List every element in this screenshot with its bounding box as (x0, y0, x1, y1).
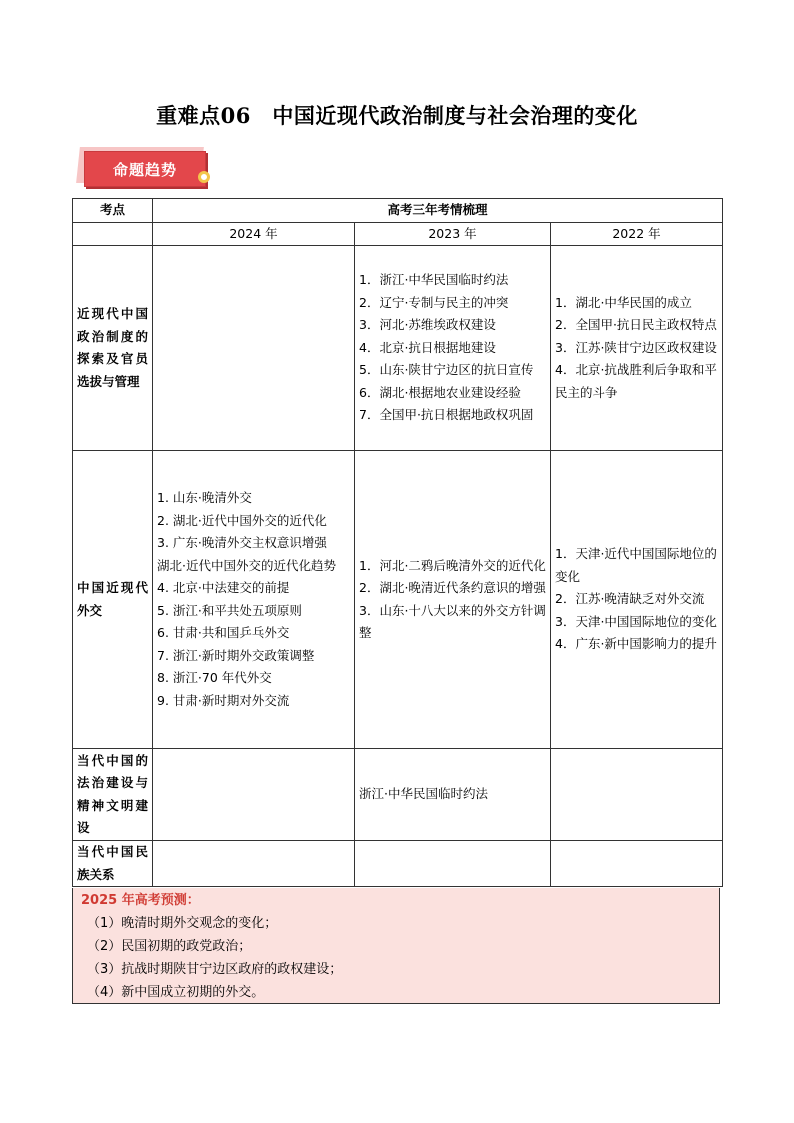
cell-2023 (355, 451, 551, 749)
list-item: 7. 浙江·新时期外交政策调整 (157, 647, 315, 663)
list-item: 3．天津·中国国际地位的变化 (555, 613, 717, 629)
cell-2022 (551, 451, 723, 749)
header-review: 高考三年考情梳理 (153, 199, 723, 223)
list-item: 6．湖北·根据地农业建设经验 (359, 384, 521, 400)
badge-ring-icon (198, 171, 210, 183)
list-item: 2. 湖北·近代中国外交的近代化 (157, 512, 327, 528)
list-item: 3．山东·十八大以来的外交方针调整 (359, 602, 546, 640)
list-item: 1．河北·二鸦后晚清外交的近代化 (359, 557, 546, 573)
list-item: 3. 广东·晚清外交主权意识增强 (157, 535, 327, 550)
prediction-box (72, 888, 720, 1004)
list-item: 2．辽宁·专制与民主的冲突 (359, 294, 509, 310)
list-item: 4．北京·抗战胜利后争取和平民主的斗争 (555, 362, 717, 400)
list-item: 5. 浙江·和平共处五项原则 (157, 602, 302, 618)
list-item: 1．天津·近代中国国际地位的变化 (555, 546, 717, 584)
list-item: 8. 浙江·70 年代外交 (157, 670, 272, 685)
row-point: 当代中国民族关系 (73, 841, 153, 887)
prediction-item: （1）晚清时期外交观念的变化； (87, 916, 278, 931)
list-item: 7．全国甲·抗日根据地政权巩固 (359, 407, 534, 423)
table-header-row (73, 199, 723, 223)
row-point: 中国近现代外交 (73, 451, 153, 749)
prediction-item: （4）新中国成立初期的外交。 (87, 985, 265, 1000)
list-item: 1．浙江·中华民国临时约法 (359, 272, 509, 288)
list-item: 4．广东·新中国影响力的提升 (555, 636, 717, 652)
header-blank (73, 222, 153, 246)
row-point: 近现代中国政治制度的探索及官员选拔与管理 (73, 246, 153, 451)
cell-2024 (153, 749, 355, 841)
badge-label: 命题趋势 (84, 151, 206, 187)
header-year-2023: 2023 年 (355, 222, 551, 246)
prediction-title: 2025 年高考预测： (81, 893, 200, 908)
prediction-item: （3）抗战时期陕甘宁边区政府的政权建设； (87, 962, 343, 977)
page-title: 重难点06 中国近现代政治制度与社会治理的变化 (156, 103, 638, 128)
list-item: 2．全国甲·抗日民主政权特点 (555, 317, 717, 333)
list-item: 6. 甘肃·共和国乒乓外交 (157, 625, 290, 640)
list-item: 1．湖北·中华民国的成立 (555, 294, 692, 310)
table-years-row (73, 222, 723, 246)
cell-2024 (153, 841, 355, 887)
cell-2024 (153, 451, 355, 749)
cell-2024 (153, 246, 355, 451)
header-year-2022: 2022 年 (551, 222, 723, 246)
list-item: 4. 北京·中法建交的前提 (157, 580, 290, 595)
cell-2022 (551, 749, 723, 841)
list-item: 5．山东·陕甘宁边区的抗日宣传 (359, 362, 534, 378)
list-item: 4．北京·抗日根据地建设 (359, 339, 496, 355)
table-row (73, 246, 723, 451)
list-item: 2．江苏·晚清缺乏对外交流 (555, 591, 705, 607)
cell-2022 (551, 841, 723, 887)
prediction-item: （2）民国初期的政党政治； (87, 939, 252, 954)
table-row (73, 451, 723, 749)
header-point: 考点 (73, 199, 153, 223)
list-item: 9. 甘肃·新时期对外交流 (157, 692, 290, 708)
list-item: 湖北·近代中国外交的近代化趋势 (157, 557, 336, 573)
cell-2023 (355, 246, 551, 451)
cell-2023: 浙江·中华民国临时约法 (355, 749, 551, 841)
list-item: 3．河北·苏维埃政权建设 (359, 317, 496, 333)
list-item: 2．湖北·晚清近代条约意识的增强 (359, 580, 546, 595)
table-row (73, 841, 723, 887)
section-badge (78, 143, 214, 193)
header-year-2024: 2024 年 (153, 222, 355, 246)
list-item: 1. 山东·晚清外交 (157, 490, 252, 505)
list-item: 3．江苏·陕甘宁边区政权建设 (555, 339, 717, 355)
row-point: 当代中国的法治建设与精神文明建设 (73, 749, 153, 841)
exam-review-table (72, 198, 723, 887)
cell-2023 (355, 841, 551, 887)
cell-2022 (551, 246, 723, 451)
table-row (73, 749, 723, 841)
